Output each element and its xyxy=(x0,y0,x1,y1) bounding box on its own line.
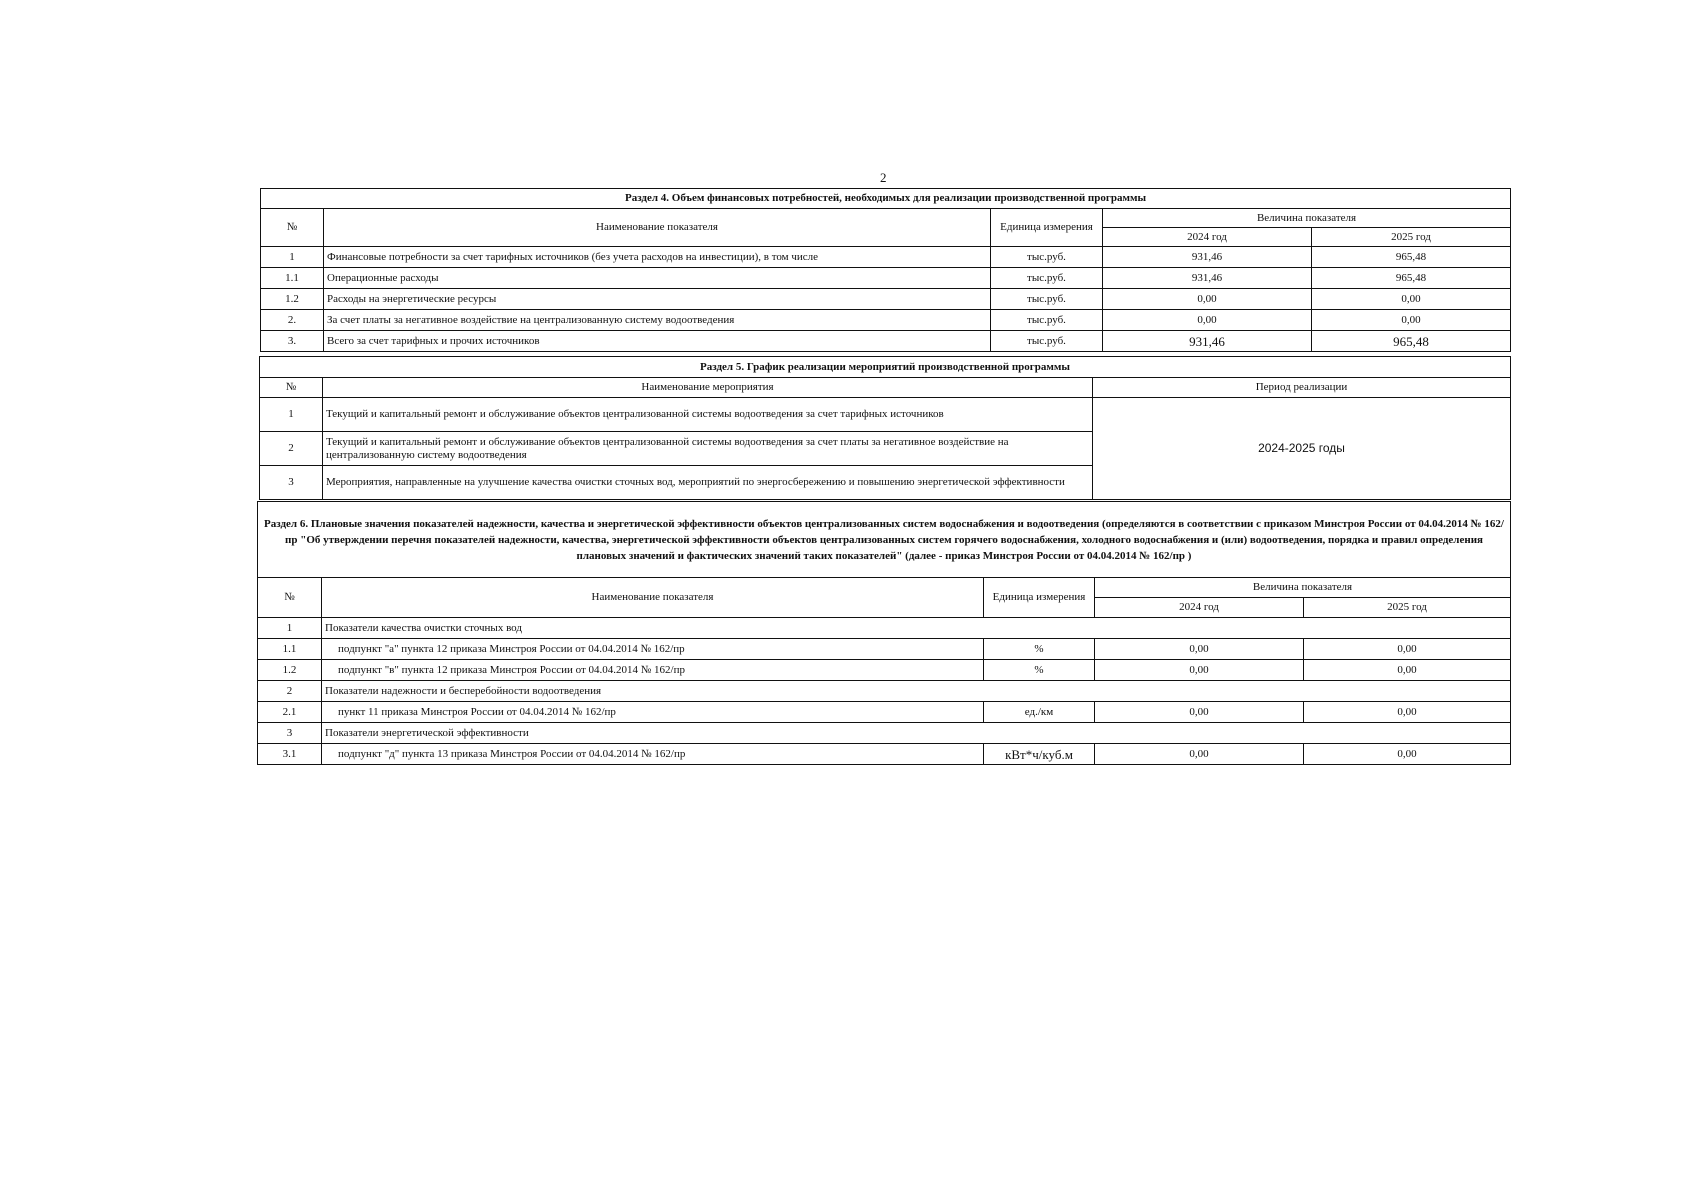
row-value-2025: 0,00 xyxy=(1312,310,1511,331)
row-num: 1.1 xyxy=(258,639,322,660)
row-num: 1.1 xyxy=(261,268,324,289)
col-header-2025: 2025 год xyxy=(1304,598,1511,618)
table-row xyxy=(260,398,1511,432)
row-value-2025: 0,00 xyxy=(1312,289,1511,310)
section6-title: Раздел 6. Плановые значения показателей надежности, качества и энергетической эффективности объектов централизованных систем водоснабжения и водоотведения (определяются в соответствии с приказом Минстроя России от 04.04.2014 № 162/пр "Об утверждении перечня показателей надежности, качества, энергетической эффективности объектов централизованных систем горячего водоснабжения, холодного водоснабжения и (или) водоотведения, порядка и правил определения плановых значений и фактических значений таких показателей" (далее - приказ Минстроя России от 04.04.2014 № 162/пр ) xyxy=(258,502,1511,578)
row-value-2025: 0,00 xyxy=(1304,702,1511,723)
col-header-name: Наименование мероприятия xyxy=(323,378,1093,398)
row-name: подпункт "а" пункта 12 приказа Минстроя России от 04.04.2014 № 162/пр xyxy=(322,639,984,660)
row-num: 3.1 xyxy=(258,744,322,765)
group-num: 2 xyxy=(258,681,322,702)
col-header-period: Период реализации xyxy=(1093,378,1511,398)
row-name: Операционные расходы xyxy=(324,268,991,289)
row-name: Финансовые потребности за счет тарифных источников (без учета расходов на инвестиции), в том числе xyxy=(324,247,991,268)
section6-table xyxy=(257,501,1511,765)
col-header-unit: Единица измерения xyxy=(984,578,1095,618)
row-unit: тыс.руб. xyxy=(991,247,1103,268)
section5-table xyxy=(259,356,1511,500)
row-num: 1.2 xyxy=(258,660,322,681)
row-value-2024: 0,00 xyxy=(1095,744,1304,765)
col-header-num: № xyxy=(260,378,323,398)
row-value-2025: 965,48 xyxy=(1312,268,1511,289)
col-header-name: Наименование показателя xyxy=(324,209,991,247)
row-num: 1.2 xyxy=(261,289,324,310)
row-num: 2. xyxy=(261,310,324,331)
row-value-2024: 931,46 xyxy=(1103,331,1312,352)
col-header-2024: 2024 год xyxy=(1103,228,1312,247)
table-row xyxy=(261,289,1511,310)
col-header-value: Величина показателя xyxy=(1103,209,1511,228)
row-value-2024: 0,00 xyxy=(1103,289,1312,310)
row-value-2025: 0,00 xyxy=(1304,639,1511,660)
table-row xyxy=(261,247,1511,268)
row-unit: % xyxy=(984,660,1095,681)
row-unit: тыс.руб. xyxy=(991,289,1103,310)
row-value-2025: 0,00 xyxy=(1304,744,1511,765)
group-name: Показатели качества очистки сточных вод xyxy=(322,618,1511,639)
group-row xyxy=(258,681,1511,702)
section4-title: Раздел 4. Объем финансовых потребностей, необходимых для реализации производственной программы xyxy=(261,189,1511,209)
col-header-2024: 2024 год xyxy=(1095,598,1304,618)
row-num: 1 xyxy=(260,398,323,432)
col-header-2025: 2025 год xyxy=(1312,228,1511,247)
row-unit: тыс.руб. xyxy=(991,310,1103,331)
table-row xyxy=(258,660,1511,681)
row-unit: тыс.руб. xyxy=(991,268,1103,289)
group-name: Показатели надежности и бесперебойности водоотведения xyxy=(322,681,1511,702)
table-row xyxy=(261,310,1511,331)
row-num: 1 xyxy=(261,247,324,268)
section5-title: Раздел 5. График реализации мероприятий производственной программы xyxy=(260,357,1511,378)
table-row xyxy=(258,639,1511,660)
group-row xyxy=(258,618,1511,639)
col-header-name: Наименование показателя xyxy=(322,578,984,618)
row-value-2025: 965,48 xyxy=(1312,247,1511,268)
col-header-num: № xyxy=(261,209,324,247)
col-header-value: Величина показателя xyxy=(1095,578,1511,598)
row-value-2025: 0,00 xyxy=(1304,660,1511,681)
row-name: За счет платы за негативное воздействие на централизованную систему водоотведения xyxy=(324,310,991,331)
row-name: Всего за счет тарифных и прочих источников xyxy=(324,331,991,352)
row-value-2024: 0,00 xyxy=(1095,702,1304,723)
row-value-2024: 931,46 xyxy=(1103,268,1312,289)
row-num: 2.1 xyxy=(258,702,322,723)
group-num: 1 xyxy=(258,618,322,639)
row-value-2025: 965,48 xyxy=(1312,331,1511,352)
section4-table xyxy=(260,188,1511,352)
table-row xyxy=(261,268,1511,289)
row-value-2024: 0,00 xyxy=(1095,639,1304,660)
col-header-unit: Единица измерения xyxy=(991,209,1103,247)
group-num: 3 xyxy=(258,723,322,744)
row-unit: тыс.руб. xyxy=(991,331,1103,352)
page-number: 2 xyxy=(880,170,887,185)
row-name: Текущий и капитальный ремонт и обслуживание объектов централизованной системы водоотведения за счет тарифных источников xyxy=(323,398,1093,432)
period-cell: 2024-2025 годы xyxy=(1093,398,1511,500)
row-num: 3 xyxy=(260,466,323,500)
table-row xyxy=(258,702,1511,723)
row-unit: ед./км xyxy=(984,702,1095,723)
group-row xyxy=(258,723,1511,744)
row-unit: кВт*ч/куб.м xyxy=(984,744,1095,765)
row-value-2024: 0,00 xyxy=(1095,660,1304,681)
row-num: 2 xyxy=(260,432,323,466)
row-name: подпункт "в" пункта 12 приказа Минстроя России от 04.04.2014 № 162/пр xyxy=(322,660,984,681)
row-num: 3. xyxy=(261,331,324,352)
col-header-num: № xyxy=(258,578,322,618)
row-value-2024: 0,00 xyxy=(1103,310,1312,331)
group-name: Показатели энергетической эффективности xyxy=(322,723,1511,744)
table-row xyxy=(258,744,1511,765)
row-name: Текущий и капитальный ремонт и обслуживание объектов централизованной системы водоотведения за счет платы за негативное воздействие на централизованную систему водоотведения xyxy=(323,432,1093,466)
row-name: Мероприятия, направленные на улучшение качества очистки сточных вод, мероприятий по энергосбережению и повышению энергетической эффективности xyxy=(323,466,1093,500)
row-name: пункт 11 приказа Минстроя России от 04.04.2014 № 162/пр xyxy=(322,702,984,723)
row-value-2024: 931,46 xyxy=(1103,247,1312,268)
table-row-total xyxy=(261,331,1511,352)
row-name: подпункт "д" пункта 13 приказа Минстроя России от 04.04.2014 № 162/пр xyxy=(322,744,984,765)
row-unit: % xyxy=(984,639,1095,660)
row-name: Расходы на энергетические ресурсы xyxy=(324,289,991,310)
